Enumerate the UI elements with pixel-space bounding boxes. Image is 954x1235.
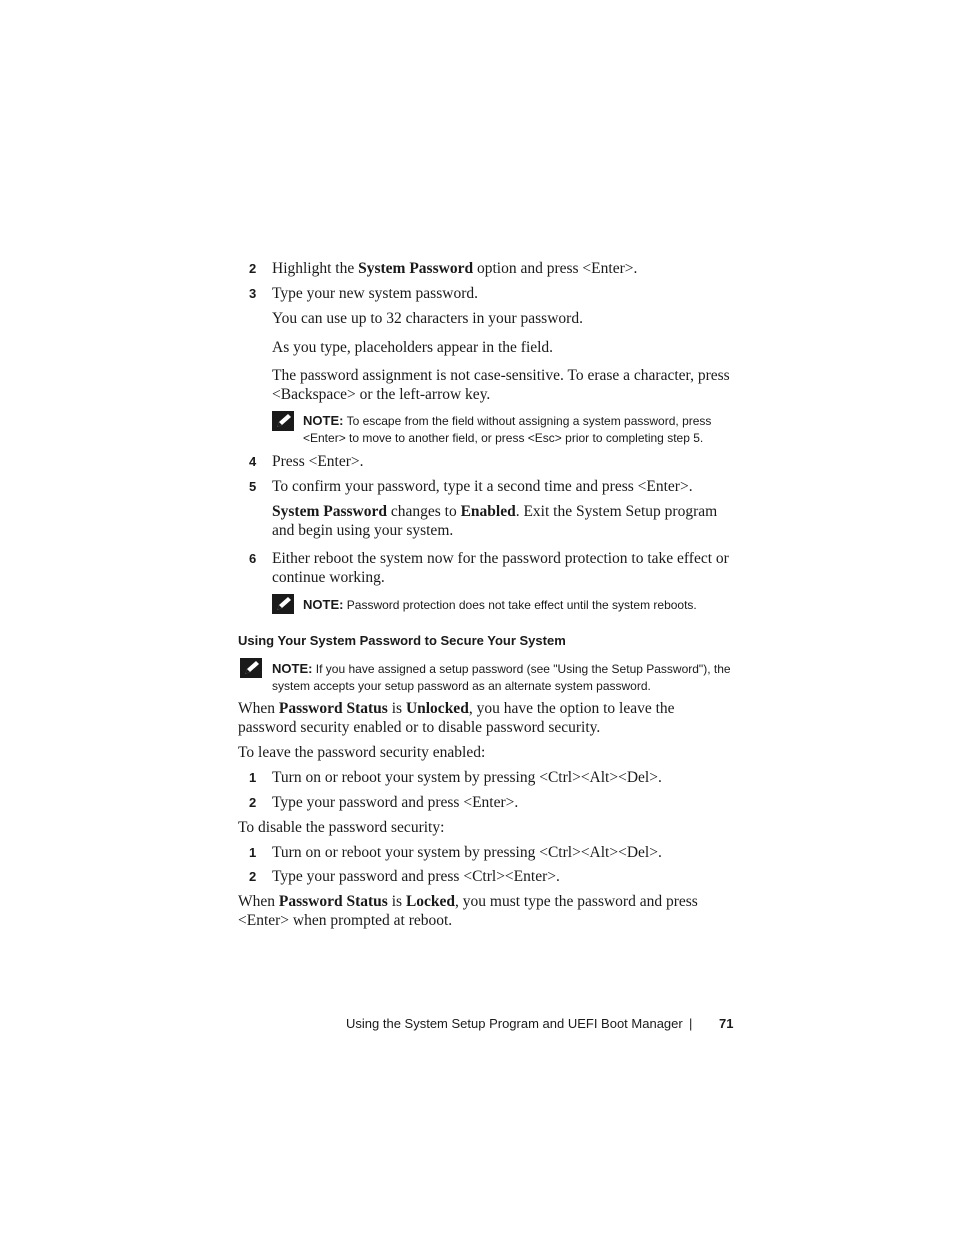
- ui-term: Enabled: [460, 503, 516, 520]
- text-run: is: [387, 893, 406, 910]
- page-number: 71: [719, 1016, 734, 1031]
- text-run: When: [238, 700, 279, 717]
- text-run: changes to: [386, 503, 461, 520]
- footer-chapter-title: Using the System Setup Program and UEFI Boot Manager: [346, 1016, 683, 1031]
- ui-term: System Password: [272, 503, 387, 520]
- note-setup-password: [272, 660, 742, 695]
- leave-intro: To leave the password security enabled:: [238, 744, 486, 761]
- step-number: 6: [249, 551, 257, 566]
- unlocked-para: [238, 699, 698, 737]
- pencil-note-icon: [272, 411, 294, 431]
- locked-para: [238, 892, 713, 930]
- note-label: NOTE:: [303, 413, 344, 428]
- note-body: If you have assigned a setup password (see "Using the Setup Password"), the system accepts your setup password as an alternate system password.: [272, 662, 731, 693]
- note-reboot: [303, 596, 743, 614]
- section-heading: Using Your System Password to Secure Your System: [238, 633, 566, 648]
- note-escape: [303, 412, 743, 447]
- step-number: 5: [249, 479, 257, 494]
- step-number: 2: [249, 795, 257, 810]
- footer-separator: |: [689, 1016, 693, 1031]
- ui-term: Unlocked: [405, 700, 469, 717]
- step-3-para-1: You can use up to 32 characters in your password.: [272, 310, 583, 327]
- step-6-text: Either reboot the system now for the password protection to take effect or continue working.: [272, 550, 729, 586]
- step-2-text: [272, 259, 742, 278]
- text-run: is: [387, 700, 406, 717]
- note-label: NOTE:: [272, 661, 313, 676]
- text-run: option and press <Enter>.: [473, 260, 638, 277]
- text-run: When: [238, 893, 279, 910]
- step-number: 1: [249, 845, 257, 860]
- ui-term: Locked: [405, 893, 456, 910]
- text-run: . Exit the System Setup program and begin using your system.: [272, 503, 718, 539]
- step-number: 4: [249, 454, 257, 469]
- pencil-note-icon: [240, 658, 262, 678]
- text-run: , you have the option to leave the password security enabled or to disable password security.: [238, 700, 675, 736]
- leave-step-1-text: Turn on or reboot your system by pressing <Ctrl><Alt><Del>.: [272, 769, 662, 786]
- disable-intro: To disable the password security:: [238, 819, 445, 836]
- step-3-para-2: As you type, placeholders appear in the field.: [272, 339, 554, 356]
- note-body: To escape from the field without assigning a system password, press <Enter> to move to another field, or press <Esc> prior to completing step 5.: [303, 414, 712, 445]
- pencil-note-icon: [272, 594, 294, 614]
- ui-term: Password Status: [278, 700, 388, 717]
- text-run: , you must type the password and press <Enter> when prompted at reboot.: [238, 893, 698, 929]
- text-run: Highlight the: [272, 260, 359, 277]
- step-3-text: Type your new system password.: [272, 285, 478, 302]
- step-number: 1: [249, 770, 257, 785]
- note-label: NOTE:: [303, 597, 344, 612]
- leave-step-2-text: Type your password and press <Enter>.: [272, 794, 519, 811]
- disable-step-1-text: Turn on or reboot your system by pressing <Ctrl><Alt><Del>.: [272, 844, 662, 861]
- note-body: Password protection does not take effect until the system reboots.: [343, 598, 697, 612]
- step-number: 3: [249, 286, 257, 301]
- step-5-para: [272, 502, 742, 540]
- ui-term: System Password: [358, 260, 474, 277]
- step-5-text: To confirm your password, type it a second time and press <Enter>.: [272, 478, 693, 495]
- ui-term: Password Status: [278, 893, 388, 910]
- step-number: 2: [249, 261, 257, 276]
- disable-step-2-text: Type your password and press <Ctrl><Enter>.: [272, 868, 560, 885]
- step-3-para-3: The password assignment is not case-sensitive. To erase a character, press <Backspace> or the left-arrow key.: [272, 367, 730, 403]
- step-number: 2: [249, 869, 257, 884]
- step-4-text: Press <Enter>.: [272, 453, 364, 470]
